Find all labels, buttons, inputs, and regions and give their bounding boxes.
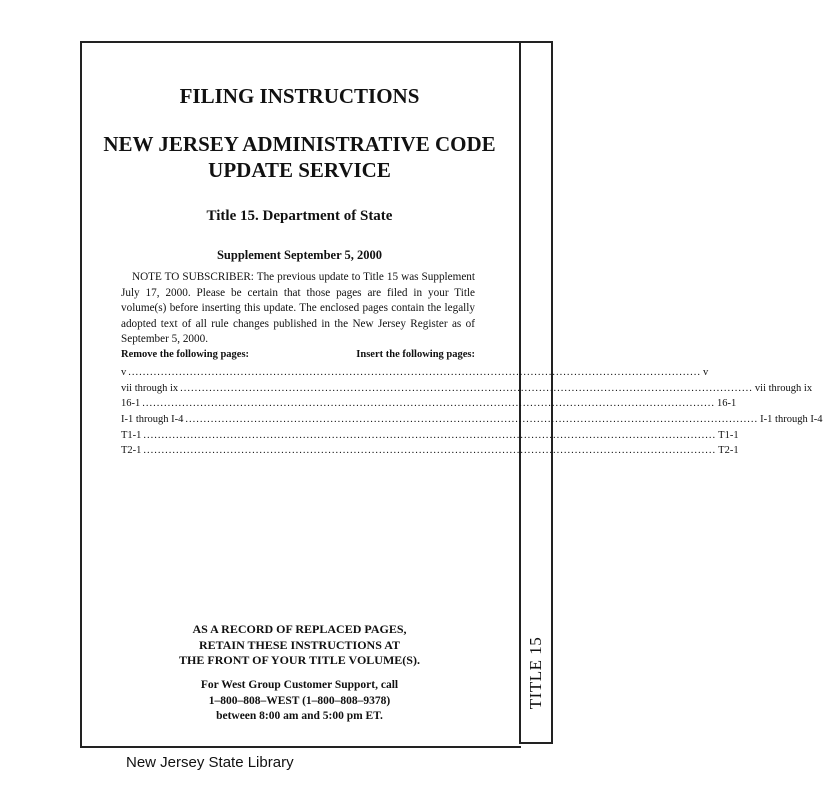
remove-page: vii through ix bbox=[121, 382, 179, 394]
record-line2: RETAIN THESE INSTRUCTIONS AT bbox=[198, 637, 401, 652]
pages-table-header bbox=[121, 349, 475, 360]
remove-page: 16-1 bbox=[121, 398, 141, 410]
remove-pages-header: Remove the following pages: bbox=[121, 349, 250, 360]
filing-instructions-heading: FILING INSTRUCTIONS bbox=[179, 84, 420, 108]
table-row bbox=[121, 414, 823, 430]
title-tab-label-box bbox=[519, 628, 553, 718]
insert-pages-header: Insert the following pages: bbox=[356, 349, 475, 360]
insert-page: T1-1 bbox=[718, 429, 739, 441]
code-heading-line2: UPDATE SERVICE bbox=[208, 158, 391, 182]
code-heading bbox=[80, 131, 519, 183]
title-heading: Title 15. Department of State bbox=[206, 208, 393, 224]
insert-page: vii through ix bbox=[754, 382, 813, 394]
code-heading-line1: NEW JERSEY ADMINISTRATIVE CODE bbox=[103, 132, 496, 156]
dot-leader: .............................................................................................................................................................. bbox=[143, 429, 717, 441]
support-line3: between 8:00 am and 5:00 pm ET. bbox=[216, 710, 383, 722]
support-line2: 1–800–808–WEST (1–800–808–9378) bbox=[208, 694, 391, 707]
remove-page: v bbox=[121, 367, 127, 378]
dot-leader: .............................................................................................................................................................. bbox=[180, 382, 753, 394]
table-row bbox=[121, 429, 739, 446]
insert-page: v bbox=[703, 367, 709, 378]
insert-page: 16-1 bbox=[717, 398, 737, 410]
remove-page: T2-1 bbox=[121, 445, 142, 457]
remove-page: T1-1 bbox=[121, 429, 142, 441]
title-tab-label: TITLE 15 bbox=[526, 636, 546, 710]
dot-leader: .............................................................................................................................................................. bbox=[143, 445, 717, 457]
insert-page: T2-1 bbox=[718, 445, 739, 457]
table-row bbox=[121, 382, 813, 399]
table-row bbox=[121, 367, 709, 383]
table-row bbox=[121, 398, 737, 414]
remove-page: I-1 through I-4 bbox=[121, 414, 184, 426]
customer-support bbox=[80, 678, 519, 725]
dot-leader: .............................................................................................................................................................. bbox=[185, 414, 759, 426]
dot-leader: .............................................................................................................................................................. bbox=[142, 398, 715, 410]
subscriber-note: NOTE TO SUBSCRIBER: The previous update to Title 15 was Supplement July 17, 2000. Please be certain that those pages are filed in your Title volume(s) before inserting this update. The enclosed pages contain the legally adopted text of all rule changes published in the New Jersey Register as of September 5, 2000. bbox=[121, 271, 475, 345]
insert-page: I-1 through I-4 bbox=[760, 414, 823, 426]
record-line3: THE FRONT OF YOUR TITLE VOLUME(S). bbox=[179, 653, 420, 667]
supplement-heading: Supplement September 5, 2000 bbox=[216, 248, 383, 262]
footer-library-stamp: New Jersey State Library bbox=[126, 754, 294, 771]
support-line1: For West Group Customer Support, call bbox=[200, 679, 399, 691]
pages-table bbox=[121, 367, 823, 461]
record-notice bbox=[80, 622, 519, 669]
table-row bbox=[121, 445, 739, 461]
record-line1: AS A RECORD OF REPLACED PAGES, bbox=[192, 622, 407, 636]
dot-leader: .............................................................................................................................................................. bbox=[128, 367, 701, 378]
